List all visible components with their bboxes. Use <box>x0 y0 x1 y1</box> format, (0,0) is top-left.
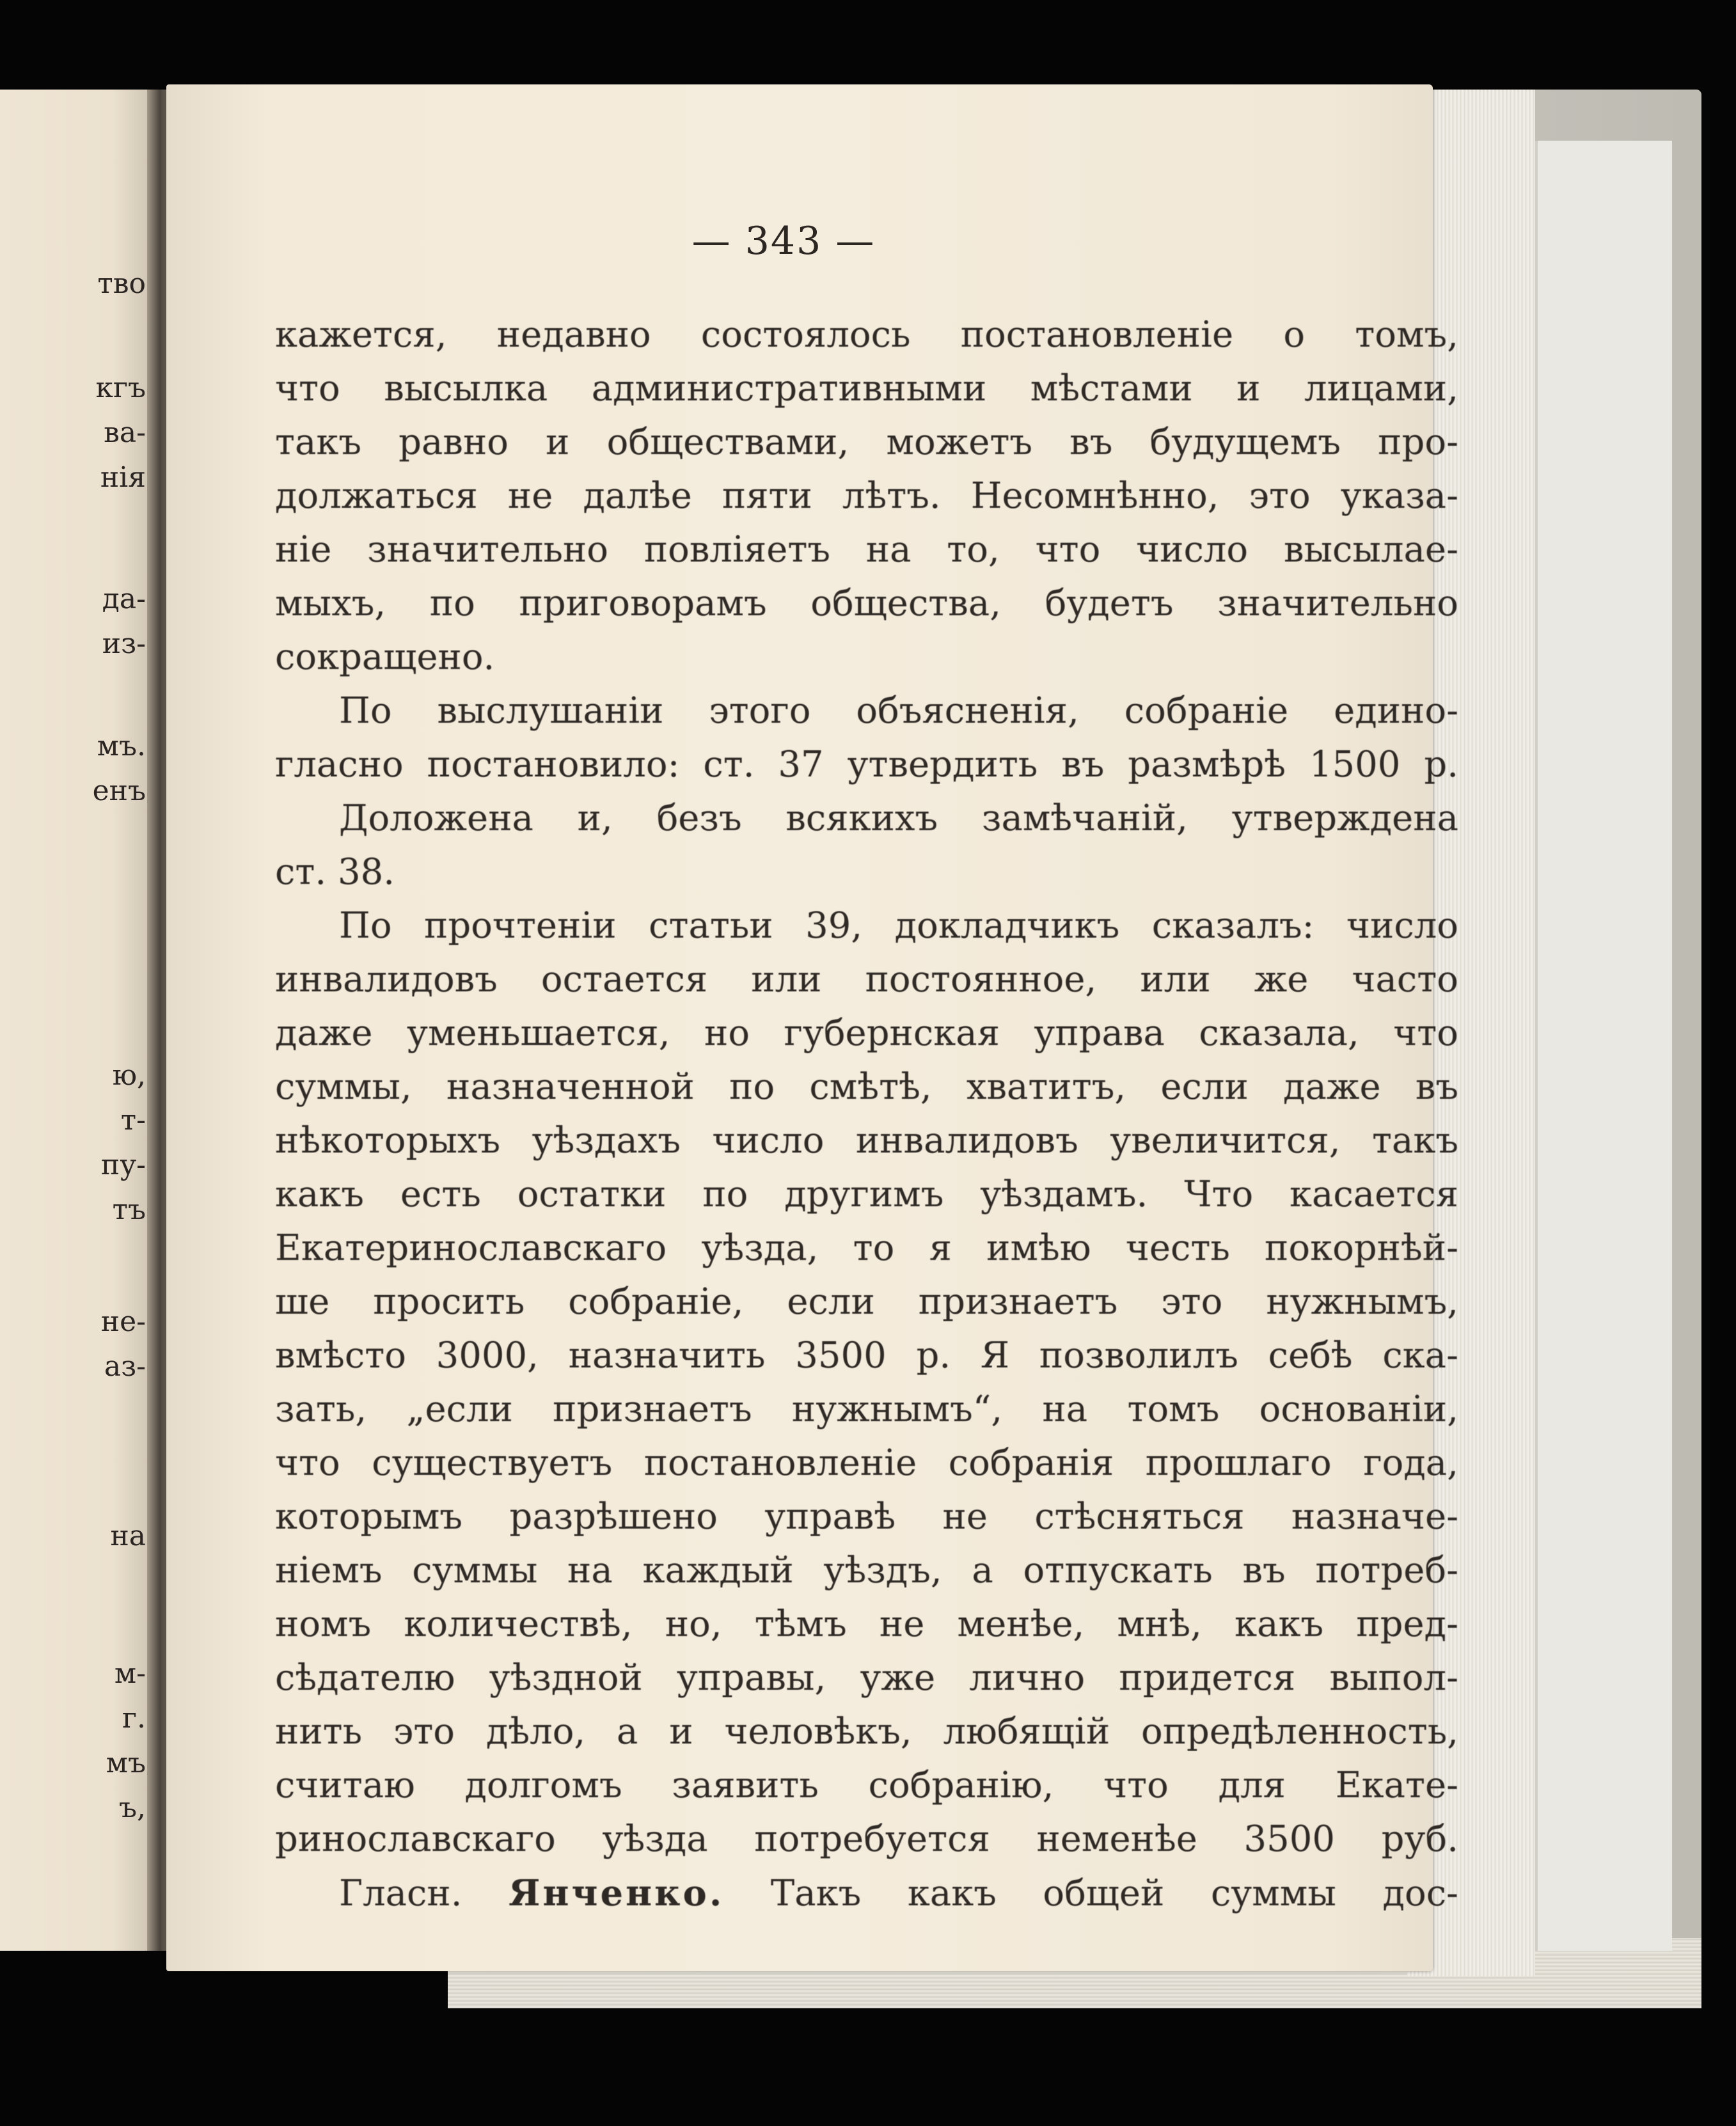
text-line: зать, „если признаетъ нужнымъ“, на томъ основаніи, <box>275 1389 1458 1430</box>
text-line: ше просить собраніе, если признаетъ это нужнымъ, <box>275 1281 1458 1323</box>
left-fragment: т- <box>120 1104 146 1137</box>
text-line: ніемъ суммы на каждый уѣздъ, а отпускать въ потреб- <box>275 1550 1458 1591</box>
left-fragment: ва- <box>104 416 146 449</box>
text-line: вмѣсто 3000, назначить 3500 р. Я позволилъ себѣ ска- <box>275 1335 1458 1376</box>
text-line: Екатеринославскаго уѣзда, то я имѣю честь покорнѣй- <box>275 1227 1458 1269</box>
text-line: что высылка административными мѣстами и лицами, <box>275 368 1458 409</box>
text-line: номъ количествѣ, но, тѣмъ не менѣе, мнѣ, какъ пред- <box>275 1603 1458 1645</box>
text-line: инвалидовъ остается или постоянное, или же часто <box>275 959 1458 1000</box>
speaker-prefix: Гласн. <box>339 1873 462 1914</box>
left-fragment: мъ <box>106 1747 146 1779</box>
left-fragment: да- <box>102 583 146 615</box>
left-fragment: тво <box>97 267 146 300</box>
left-fragment: тъ <box>112 1193 146 1226</box>
text-line-speaker <box>275 1873 1458 1914</box>
text-line: ніе значительно повліяетъ на то, что число высылае- <box>275 529 1458 571</box>
left-fragment: нія <box>100 461 146 494</box>
left-fragment: пу- <box>100 1149 146 1181</box>
left-fragment: ъ, <box>119 1791 146 1824</box>
text-line: сѣдателю уѣздной управы, уже лично придется выпол- <box>275 1657 1458 1699</box>
text-line: даже уменьшается, но губернская управа сказала, что <box>275 1012 1458 1054</box>
page-number: — 343 — <box>691 219 876 264</box>
text-line: суммы, назначенной по смѣтѣ, хватитъ, если даже въ <box>275 1066 1458 1108</box>
text-line: такъ равно и обществами, можетъ въ будущемъ про- <box>275 421 1458 463</box>
left-fragment: енъ <box>92 775 146 807</box>
left-fragment: не- <box>100 1305 146 1338</box>
text-line: Доложена и, безъ всякихъ замѣчаній, утверждена <box>339 798 1458 839</box>
text-line: нить это дѣло, а и человѣкъ, любящій опредѣленность, <box>275 1711 1458 1752</box>
text-line: сокращено. <box>275 636 495 678</box>
left-fragment: ю, <box>112 1059 146 1092</box>
text-line: кажется, недавно состоялось постановленіе о томъ, <box>275 314 1458 356</box>
left-fragment: из- <box>102 627 146 660</box>
speaker-name: Янченко. <box>509 1872 725 1914</box>
text-line: считаю долгомъ заявить собранію, что для Екате- <box>275 1765 1458 1806</box>
text-line: гласно постановило: ст. 37 утвердить въ размѣрѣ 1500 р. <box>275 744 1458 785</box>
left-fragment: аз- <box>104 1350 146 1383</box>
left-fragment: мъ. <box>97 730 146 762</box>
text-line: что существуетъ постановленіе собранія прошлаго года, <box>275 1442 1458 1484</box>
speaker-text: Такъ какъ общей суммы дос- <box>770 1873 1458 1914</box>
text-line: должаться не далѣе пяти лѣтъ. Несомнѣнно, это указа- <box>275 475 1458 517</box>
text-line: ст. 38. <box>275 851 395 893</box>
left-fragment: г. <box>122 1702 146 1735</box>
text-line: мыхъ, по приговорамъ общества, будетъ значительно <box>275 583 1458 624</box>
left-fragment: на <box>110 1520 146 1552</box>
text-line: По прочтеніи статьи 39, докладчикъ сказалъ: число <box>339 905 1458 947</box>
text-line: По выслушаніи этого объясненія, собраніе едино- <box>339 690 1458 732</box>
left-fragment: кгъ <box>95 372 146 404</box>
text-line: нѣкоторыхъ уѣздахъ число инвалидовъ увеличится, такъ <box>275 1120 1458 1161</box>
right-page <box>166 84 1458 1971</box>
text-line: ринославскаго уѣзда потребуется неменѣе 3500 руб. <box>275 1818 1458 1860</box>
next-page-sliver <box>1535 141 1672 1951</box>
text-line: которымъ разрѣшено управѣ не стѣсняться назначе- <box>275 1496 1458 1538</box>
text-line: какъ есть остатки по другимъ уѣздамъ. Что касается <box>275 1174 1458 1215</box>
left-fragment: м- <box>114 1657 146 1690</box>
